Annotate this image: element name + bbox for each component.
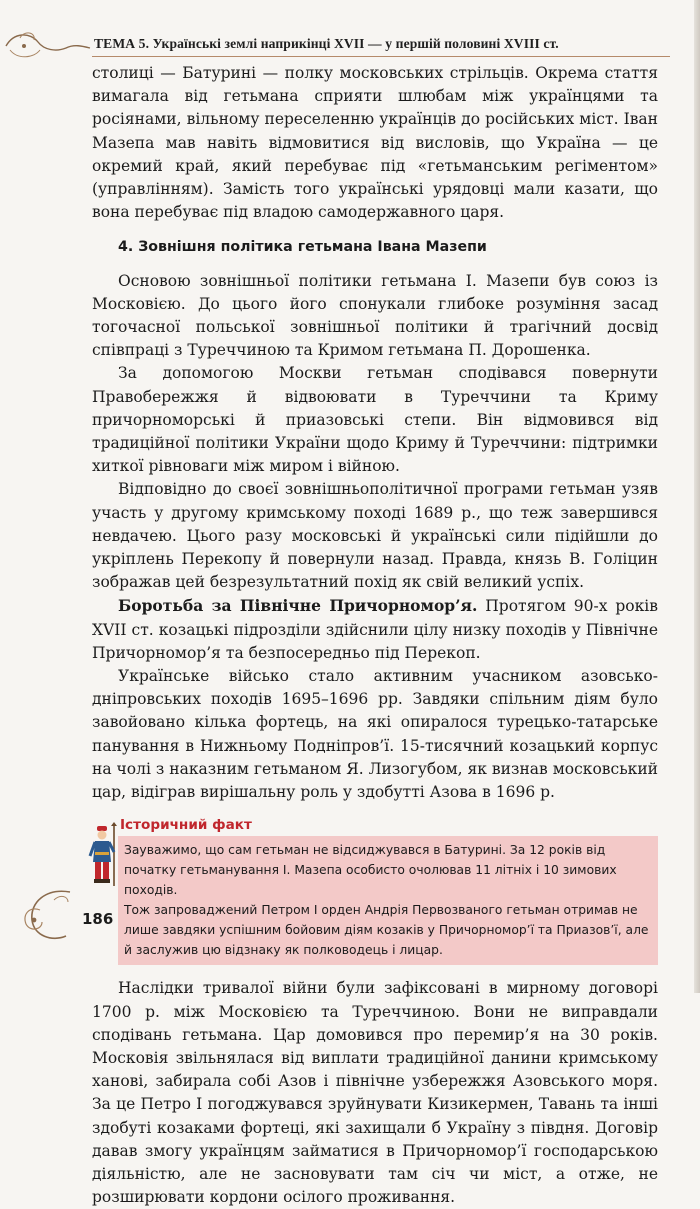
footer-flourish-icon	[10, 880, 80, 950]
header-flourish-icon	[0, 26, 92, 66]
intro-paragraph: столиці — Батурині — полку московських стрільців. Окрема стаття вимагала від гетьмана сприяти шлюбам між українцями та росіянами, вільному переселенню українців до російських міст. Іван Мазепа мав навіть відмовитися від висловів, що Україна — це окремий край, який перебуває під «гетьманським регіментом» (управлінням). Замість того українські урядовці мали казати, що вона перебуває під владою самодержавного царя.	[92, 64, 658, 222]
subsection-paragraph	[92, 594, 658, 665]
section-paragraph: За допомогою Москви гетьман сподівався повернути Правобережжя й відвоювати в Туреччини та Криму причорноморські й приазовські степи. Він відмовився від традиційної політики України щодо Криму й Туреччини: підтримки хиткої рівноваги між миром і війною.	[92, 364, 658, 476]
section-paragraph: Основою зовнішньої політики гетьмана І. Мазепи був союз із Московією. До цього його спонукали глибоке розуміння засад тогочасної польської зовнішньої політики й трагічний досвід співпраці з Туреччиною та Кримом гетьмана П. Дорошенка.	[92, 271, 658, 360]
historical-fact-box	[80, 814, 658, 965]
fact-text-box	[118, 836, 658, 965]
page-body	[92, 62, 658, 1209]
subsection-text: Протягом 90-х років XVII ст. козацькі підрозділи здійснили цілу низку походів у Північне Причорномор’я та безпосередньо під Перекоп.	[92, 597, 658, 662]
fact-text: Зауважимо, що сам гетьман не відсиджувався в Батурині. За 12 років від початку гетьманування І. Мазепа особисто очолював 11 літніх і 10 зимових походів.	[124, 843, 617, 898]
section-paragraph: Відповідно до своєї зовнішньополітичної програми гетьман узяв участь у другому кримському поході 1689 р., що теж завершився невдачею. Цього разу московські й українські сили підійшли до укріплень Перекопу й повернули назад. Правда, князь В. Голіцин зображав цей безрезультатний похід як свій великий успіх.	[92, 480, 658, 592]
fact-heading: Історичний факт	[120, 817, 252, 834]
cossack-figure-icon	[86, 822, 120, 888]
page-edge	[694, 0, 700, 993]
fact-text: Тож запроваджений Петром І орден Андрія Первозваного гетьман отримав не лише завдяки успішним бойовим діям козаків у Причорномор’ї та Приазов’ї, але й заслужив цю відзнаку як полководець і лицар.	[124, 903, 649, 958]
page-number: 186	[82, 910, 114, 928]
header-rule	[92, 56, 670, 57]
section-heading: 4. Зовнішня політика гетьмана Івана Мазепи	[118, 239, 487, 256]
closing-paragraph: Наслідки тривалої війни були зафіксовані в мирному договорі 1700 р. між Московією та Туреччиною. Вони не виправдали сподівань гетьмана. Цар домовився про перемир’я на 30 років. Московія звільнялася від виплати традиційної данини кримському ханові, забирала собі Азов і північне узбережжя Азовського моря. За це Петро І погоджувався зруйнувати Кизикермен, Тавань та інші здобуті козаками фортеці, які захищали б Україну з півдня. Договір давав змогу українцям займатися в Причорномор’ї господарською діяльністю, але не засновувати там січ чи міст, а отже, не розширювати кордони осілого проживання.	[92, 979, 658, 1207]
section-paragraph: Українське військо стало активним учасником азовсько-дніпровських походів 1695–1696 рр. Завдяки спільним діям було завойовано кілька фортець, на які опиралося турецько-татарське панування в Нижньому Подніпров’ї. 15-тисячний козацький корпус на чолі з наказним гетьманом Я. Лизогубом, як визнав московський цар, відіграв вирішальну роль у здобутті Азова в 1696 р.	[92, 667, 658, 802]
page-header	[0, 26, 700, 66]
subsection-lead: Боротьба за Північне Причорномор’я.	[118, 596, 478, 616]
header-title: ТЕМА 5. Українські землі наприкінці XVII — у першій половині XVIII ст.	[94, 36, 559, 51]
